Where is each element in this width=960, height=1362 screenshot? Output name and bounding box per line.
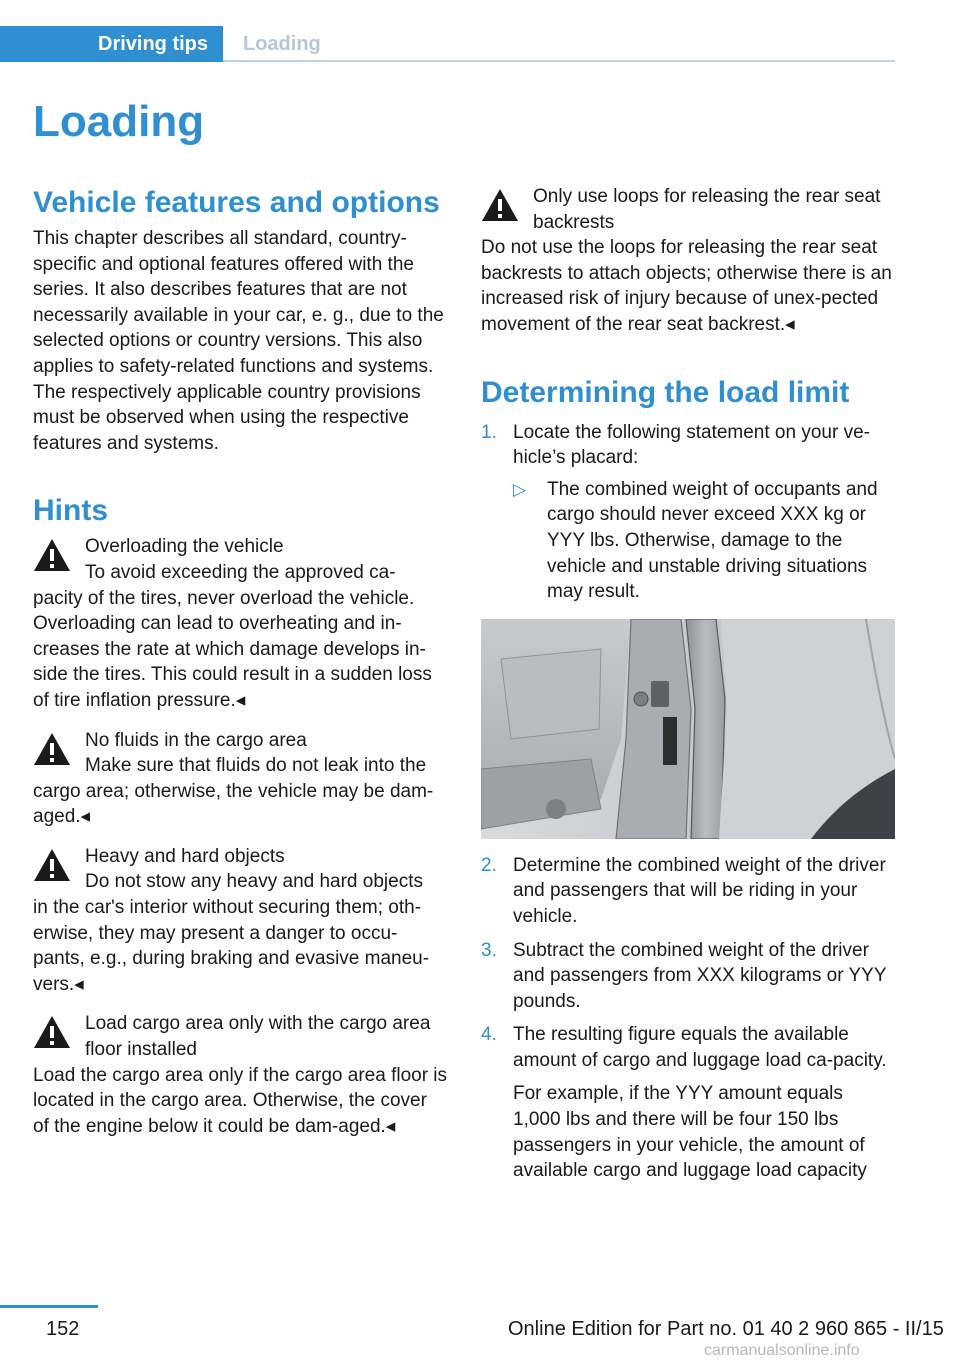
warning-triangle-icon xyxy=(33,1015,71,1049)
warning-lead: To avoid exceeding the approved ca- xyxy=(85,561,396,583)
list-item xyxy=(481,1022,895,1184)
left-column xyxy=(33,184,448,1139)
warning-body: Load the cargo area only if the cargo area floor is located in the cargo area. Otherwise, the cover of the engine below it could be dam-aged.◂ xyxy=(33,1064,448,1137)
list-item xyxy=(481,420,895,605)
section-tab[interactable]: Driving tips xyxy=(0,26,223,62)
warning-body: Do not use the loops for releasing the rear seat backrests to attach objects; otherwise there is an increased risk of injury because of unex-pected movement of the rear seat backrest.◂ xyxy=(481,237,892,335)
list-item xyxy=(481,853,895,930)
list-item xyxy=(513,477,895,605)
door-pillar-placard-image xyxy=(481,619,895,839)
warning-no-fluids xyxy=(33,728,448,830)
warning-lead: Make sure that fluids do not leak into the xyxy=(85,755,427,777)
warning-title: Heavy and hard objects xyxy=(85,845,285,867)
footer-rule xyxy=(0,1305,98,1308)
step-number: 2. xyxy=(481,854,497,876)
features-paragraph: This chapter describes all standard, country-specific and optional features offered with the series. It also describes features that are not necessarily available in your car, e. g., due to the selected options or country versions. This also applies to safety-related functions and systems. The respectively applicable country provisions must be observed when using the respective features and systems. xyxy=(33,228,444,454)
triangle-bullet-icon: ▷ xyxy=(513,479,527,499)
heading-hints: Hints xyxy=(33,494,108,528)
step-number: 1. xyxy=(481,421,497,443)
warning-overloading xyxy=(33,534,448,713)
subsection-tab[interactable]: Loading xyxy=(243,33,321,55)
edition-text: Online Edition for Part no. 01 40 2 960 865 - II/15 xyxy=(508,1318,944,1340)
step-text: Determine the combined weight of the driver and passengers that will be riding in your vehicle. xyxy=(513,854,886,927)
placard-text: The combined weight of occupants and cargo should never exceed XXX kg or YYY lbs. Otherwise, damage to the vehicle and unstable driving situations may result. xyxy=(547,478,878,603)
step-number: 4. xyxy=(481,1024,497,1046)
heading-load-limit: Determining the load limit xyxy=(481,375,850,409)
header-rule xyxy=(223,60,895,62)
warning-cargo-floor xyxy=(33,1011,448,1139)
warning-title: Only use loops for releasing the rear seat backrests xyxy=(533,186,881,233)
warning-body: cargo area; otherwise, the vehicle may be dam-aged.◂ xyxy=(33,780,434,828)
step-number: 3. xyxy=(481,939,497,961)
warning-body: pacity of the tires, never overload the vehicle. Overloading can lead to overheating and in-creases the rate at which damage develops in-side the tires. This could result in a sudden loss of tire inflation pressure.◂ xyxy=(33,587,432,711)
load-limit-steps-continued xyxy=(481,853,895,1184)
warning-heavy-objects xyxy=(33,844,448,998)
warning-title: Load cargo area only with the cargo area floor installed xyxy=(85,1013,431,1061)
warning-triangle-icon xyxy=(33,538,71,572)
page-title: Loading xyxy=(33,97,205,146)
step-text: The resulting figure equals the available amount of cargo and luggage load ca-pacity. xyxy=(513,1024,887,1071)
load-limit-steps xyxy=(481,420,895,605)
heading-vehicle-features: Vehicle features and options xyxy=(33,186,440,219)
warning-triangle-icon xyxy=(33,732,71,766)
warning-lead: Do not stow any heavy and hard objects xyxy=(85,871,423,893)
warning-title: No fluids in the cargo area xyxy=(85,729,307,751)
list-item xyxy=(481,938,895,1015)
warning-loops xyxy=(481,184,895,338)
warning-triangle-icon xyxy=(481,188,519,222)
right-column xyxy=(481,184,895,1192)
warning-triangle-icon xyxy=(33,848,71,882)
placard-statement xyxy=(513,477,895,605)
running-header xyxy=(0,26,895,62)
door-pillar-illustration xyxy=(481,619,895,839)
warning-body: in the car's interior without securing them; oth-erwise, they may present a danger to occu-pants, e.g., during braking and evasive maneu-vers.◂ xyxy=(33,897,430,995)
example-text: For example, if the YYY amount equals 1,000 lbs and there will be four 150 lbs passengers in your vehicle, the amount of available cargo and luggage load capacity xyxy=(513,1083,867,1182)
watermark[interactable]: carmanualsonline.info xyxy=(704,1342,860,1359)
page-number: 152 xyxy=(46,1318,80,1340)
step-text: Subtract the combined weight of the driver and passengers from XXX kilograms or YYY pounds. xyxy=(513,939,887,1012)
step-text: Locate the following statement on your ve-hicle’s placard: xyxy=(513,421,870,469)
warning-title: Overloading the vehicle xyxy=(85,536,284,558)
